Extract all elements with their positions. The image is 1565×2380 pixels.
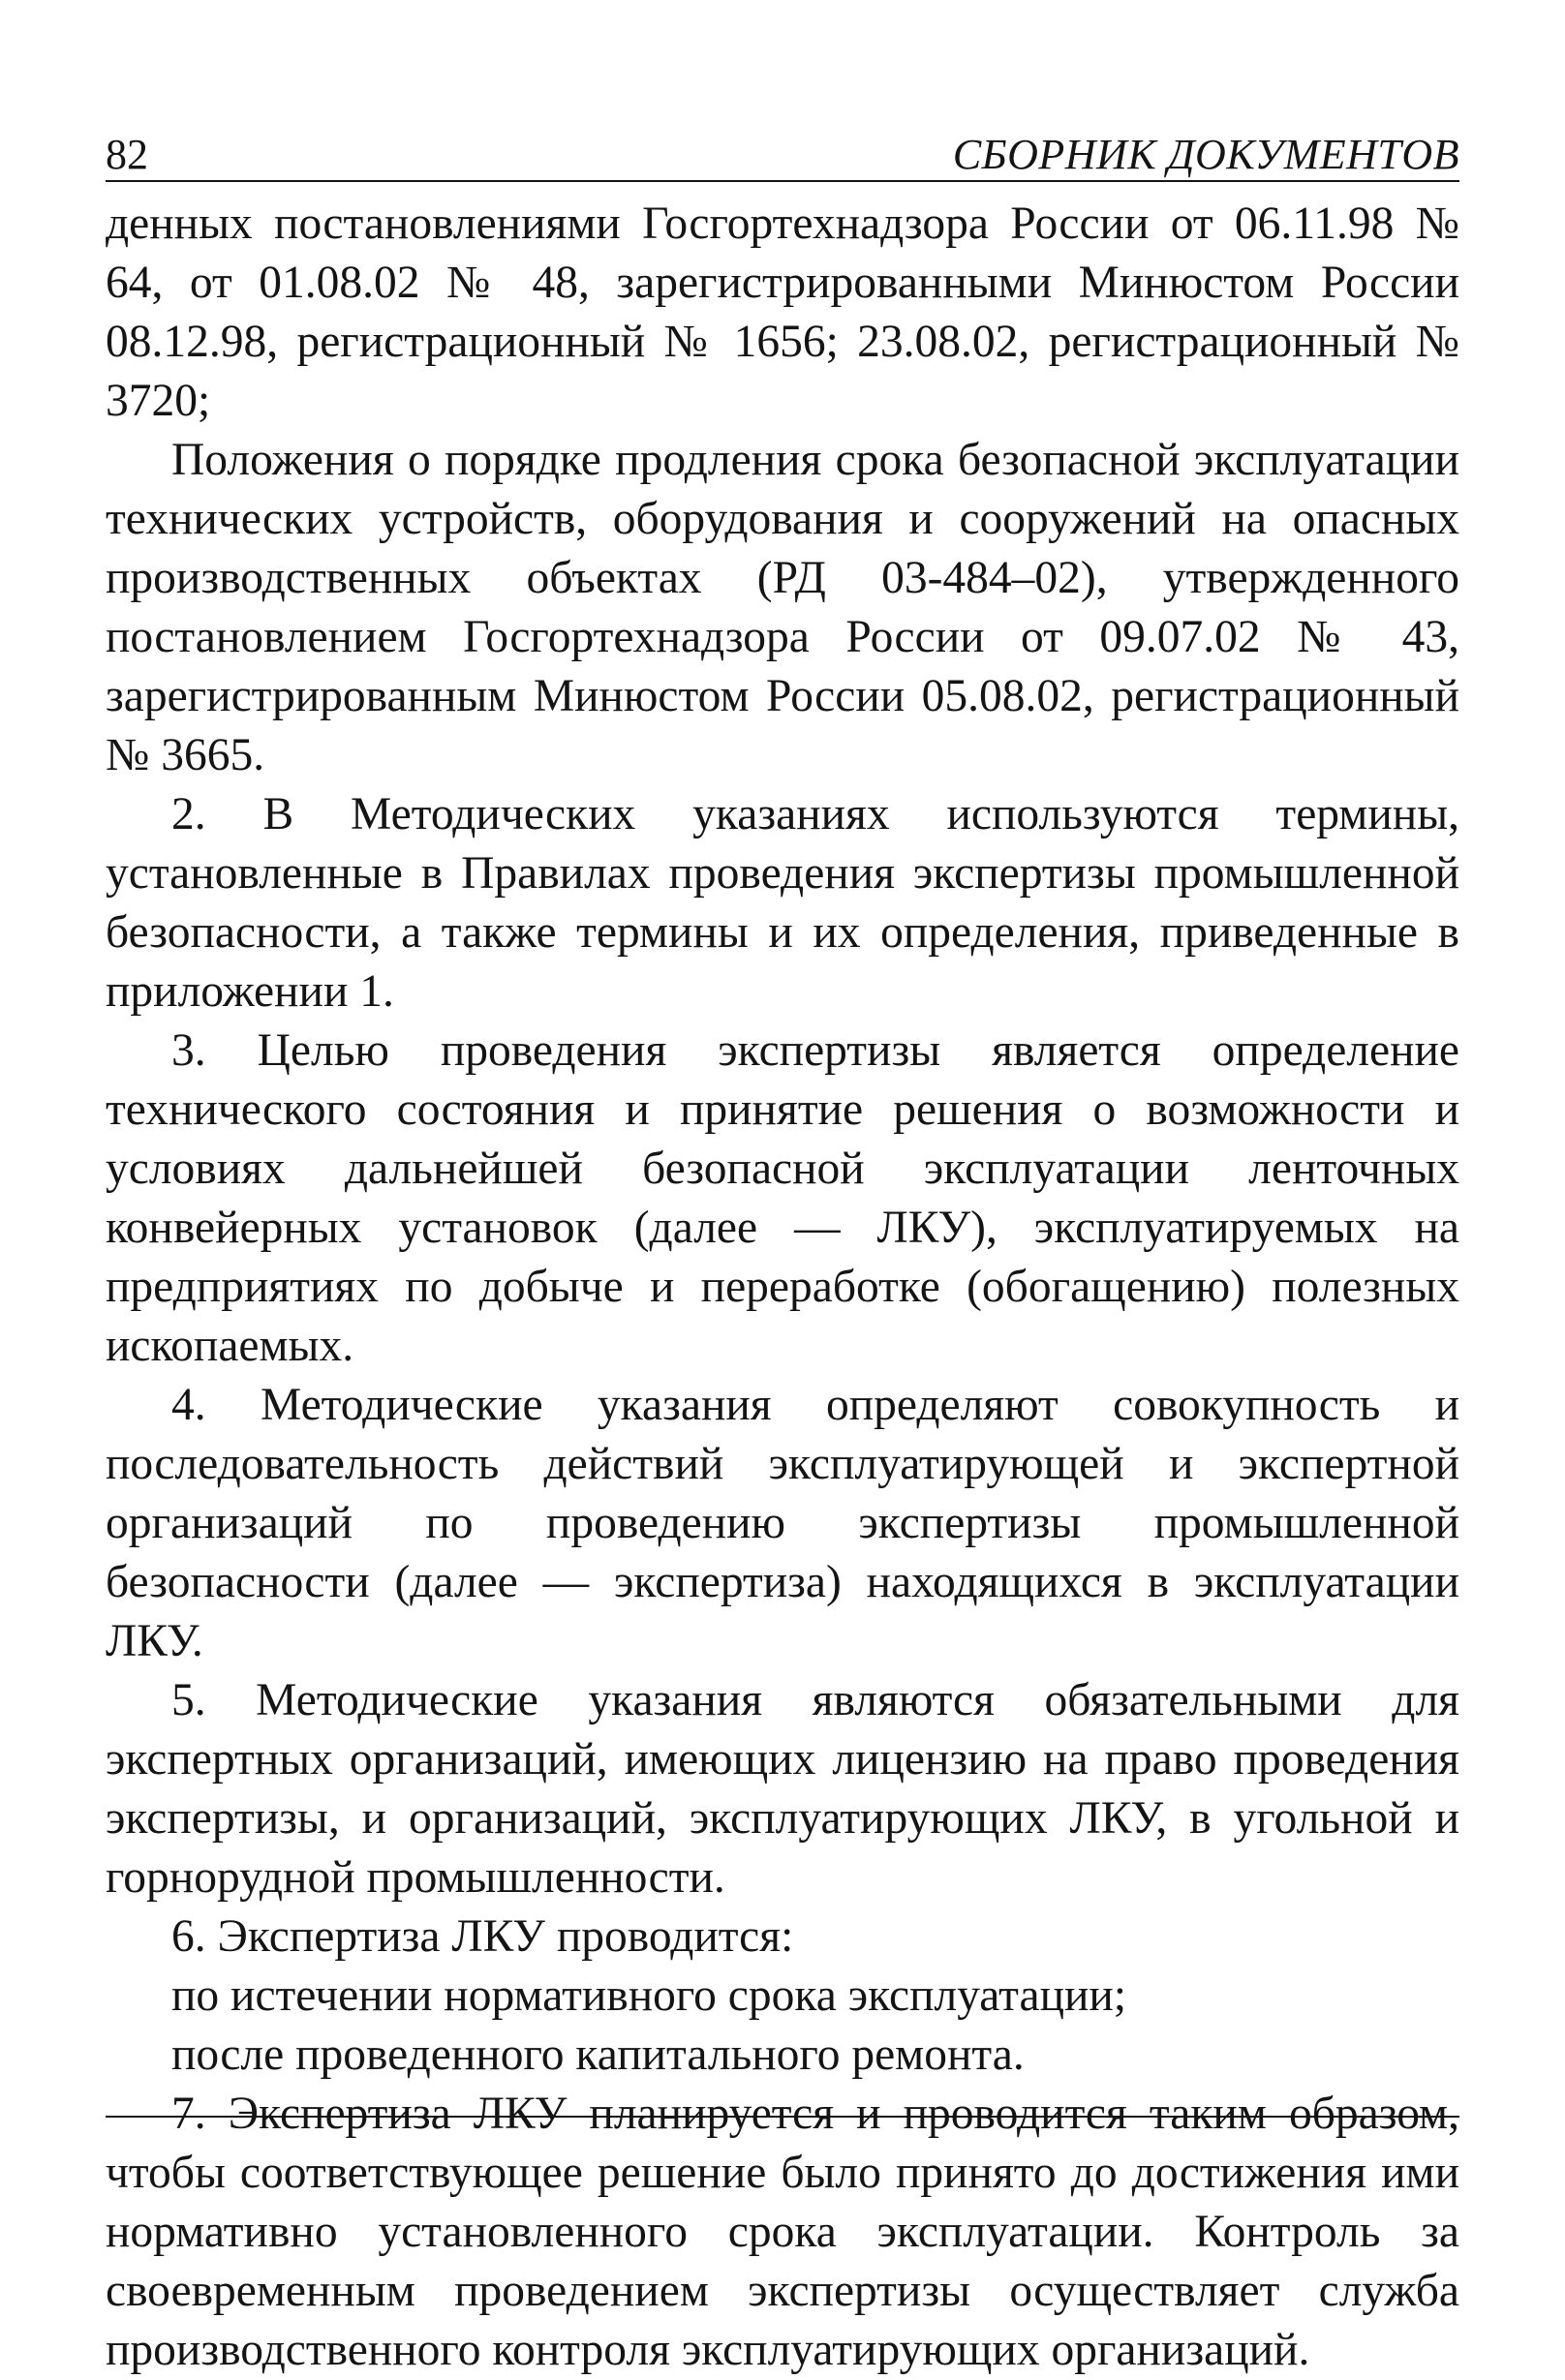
paragraph-item-4: 4. Методические указания определяют совокупность и последовательность действий эксплуатирующей и экспертной организаций по проведению экспертизы промышленной безопасности (далее — экспертиза) находящихся в эксплуатации ЛКУ. — [106, 1380, 1459, 1666]
body-text — [106, 195, 1459, 2380]
page-header — [106, 128, 1459, 182]
paragraph-item-6: 6. Экспертиза ЛКУ проводится: — [171, 1911, 794, 1962]
paragraph-item-3: 3. Целью проведения экспертизы является определение технического состояния и принятие решения о возможности и условиях дальнейшей безопасной эксплуатации ленточных конвейерных установок (далее — ЛКУ), эксплуатируемых на предприятиях по добыче и переработке (обогащению) полезных ископаемых. — [106, 1025, 1459, 1371]
paragraph-item-6-case-2: после проведенного капитального ремонта. — [171, 2029, 1025, 2080]
paragraph-regulation-reference: Положения о порядке продления срока безопасной эксплуатации технических устройств, оборудования и сооружений на опасных производственных объектах (РД 03-484–02), утвержденного постановлением Госгортехнадзора России от 09.07.02 № 43, зарегистрированным Минюстом России 05.08.02, регистрационный № 3665. — [106, 435, 1459, 780]
paragraph-item-5: 5. Методические указания являются обязательными для экспертных организаций, имеющих лицензию на право проведения экспертизы, и организаций, эксплуатирующих ЛКУ, в угольной и горнорудной промышленности. — [106, 1675, 1459, 1903]
paragraph-item-6-case-1: по истечении нормативного срока эксплуатации; — [171, 1970, 1127, 2021]
footer-rule — [106, 2116, 1459, 2118]
paragraph-continuation: денных постановлениями Госгортехнадзора России от 06.11.98 № 64, от 01.08.02 № 48, зарегистрированными Минюстом России 08.12.98, регистрационный № 1656; 23.08.02, регистрационный № 3720; — [106, 198, 1459, 426]
paragraph-item-2: 2. В Методических указаниях используются термины, установленные в Правилах проведения экспертизы промышленной безопасности, а также термины и их определения, приведенные в приложении 1. — [106, 789, 1459, 1017]
header-rule — [106, 180, 1459, 182]
page-number: 82 — [106, 131, 148, 178]
paragraph-item-7: 7. Экспертиза ЛКУ планируется и проводится таким образом, чтобы соответствующее решение было принято до достижения ими нормативно установленного срока эксплуатации. Контроль за своевременным проведением экспертизы осуществляет служба производственного контроля эксплуатирующих организаций. — [106, 2089, 1459, 2375]
running-title: СБОРНИК ДОКУМЕНТОВ — [952, 131, 1459, 178]
